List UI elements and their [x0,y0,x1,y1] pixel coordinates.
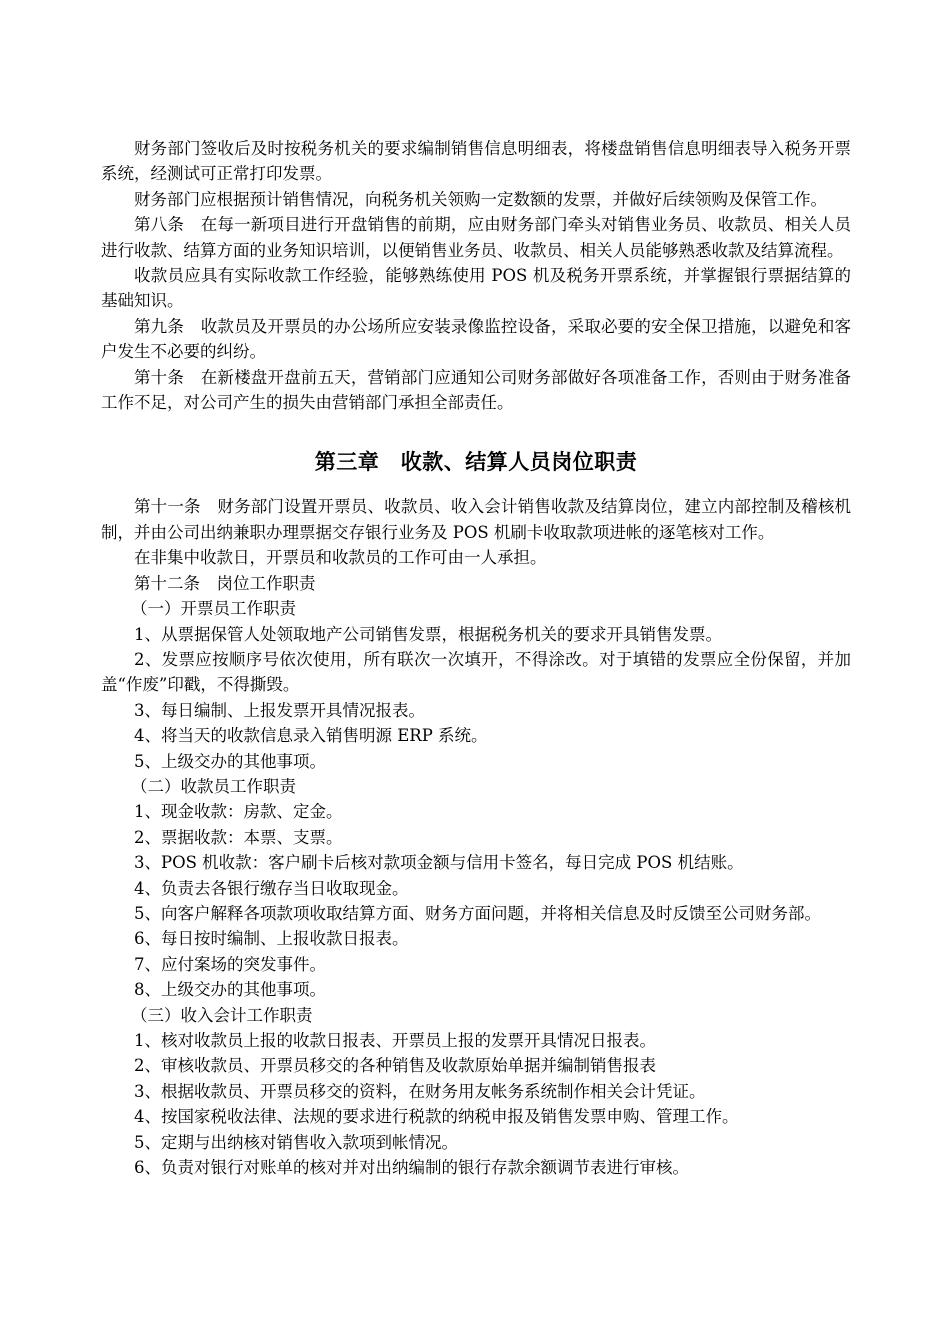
subheading: （二）收款员工作职责 [131,776,296,796]
list-item: 3、根据收款员、开票员移交的资料，在财务用友帐务系统制作相关会计凭证。 [134,1081,706,1101]
section-after [101,494,851,1180]
list-item: 7、应付案场的突发事件。 [134,954,326,974]
list-item: 5、定期与出纳核对销售收入款项到帐情况。 [134,1132,458,1152]
list-item: 2、票据收款：本票、支票。 [134,827,343,847]
chapter-title: 第三章 收款、结算人员岗位职责 [314,450,638,475]
subheading: （一）开票员工作职责 [131,599,296,619]
list-item: 5、上级交办的其他事项。 [134,751,326,771]
paragraph: 第十一条 财务部门设置开票员、收款员、收入会计销售收款及结算岗位，建立内部控制及稽核机制，并由公司出纳兼职办理票据交存银行业务及 POS 机刷卡收取款项进帐的逐笔核对工作。 [101,497,851,542]
subheading: （三）收入会计工作职责 [131,1005,313,1025]
list-item: 8、上级交办的其他事项。 [134,980,326,1000]
list-item: 2、发票应按顺序号依次使用，所有联次一次填开，不得涂改。对于填错的发票应全份保留，并加盖“作废”印戳，不得撕毁。 [101,649,851,695]
list-item: 3、POS 机收款：客户刷卡后核对款项金额与信用卡签名，每日完成 POS 机结账。 [134,853,744,873]
section-before [101,136,851,415]
list-item: 6、负责对银行对账单的核对并对出纳编制的银行存款余额调节表进行审核。 [134,1158,689,1178]
list-item: 1、核对收款员上报的收款日报表、开票员上报的发票开具情况日报表。 [134,1031,656,1050]
paragraph: 第十二条 岗位工作职责 [134,573,316,593]
paragraph: 收款员应具有实际收款工作经验，能够熟练使用 POS 机及税务开票系统，并掌握银行票据结算的基础知识。 [101,266,851,311]
list-item: 4、负责去各银行缴存当日收取现金。 [134,878,409,898]
list-item: 2、审核收款员、开票员移交的各种销售及收款原始单据并编制销售报表 [134,1056,656,1076]
list-item: 3、每日编制、上报发票开具情况报表。 [134,700,425,720]
list-item: 1、现金收款：房款、定金。 [134,802,343,822]
paragraph: 第八条 在每一新项目进行开盘销售的前期，应由财务部门牵头对销售业务员、收款员、相关人员进行收款、结算方面的业务知识培训，以便销售业务员、收款员、相关人员能够熟悉收款及结算流程。 [101,215,851,260]
list-item: 6、每日按时编制、上报收款日报表。 [134,929,409,949]
list-item: 5、向客户解释各项款项收取结算方面、财务方面问题，并将相关信息及时反馈至公司财务部。 [134,903,821,923]
paragraph: 在非集中收款日，开票员和收款员的工作可由一人承担。 [134,548,547,568]
list-item: 1、从票据保管人处领取地产公司销售发票，根据税务机关的要求开具销售发票。 [134,624,722,644]
list-item: 4、按国家税收法律、法规的要求进行税款的纳税申报及销售发票申购、管理工作。 [134,1107,739,1127]
paragraph: 第九条 收款员及开票员的办公场所应安装录像监控设备，采取必要的安全保卫措施，以避免和客户发生不必要的纠纷。 [101,316,851,362]
paragraph: 财务部门签收后及时按税务机关的要求编制销售信息明细表，将楼盘销售信息明细表导入税务开票系统，经测试可正常打印发票。 [101,139,851,184]
document-page [101,136,851,1180]
paragraph: 第十条 在新楼盘开盘前五天，营销部门应通知公司财务部做好各项准备工作，否则由于财务准备工作不足，对公司产生的损失由营销部门承担全部责任。 [101,367,851,413]
paragraph: 财务部门应根据预计销售情况，向税务机关领购一定数额的发票，并做好后续领购及保管工作。 [134,189,827,209]
list-item: 4、将当天的收款信息录入销售明源 ERP 系统。 [134,726,488,746]
